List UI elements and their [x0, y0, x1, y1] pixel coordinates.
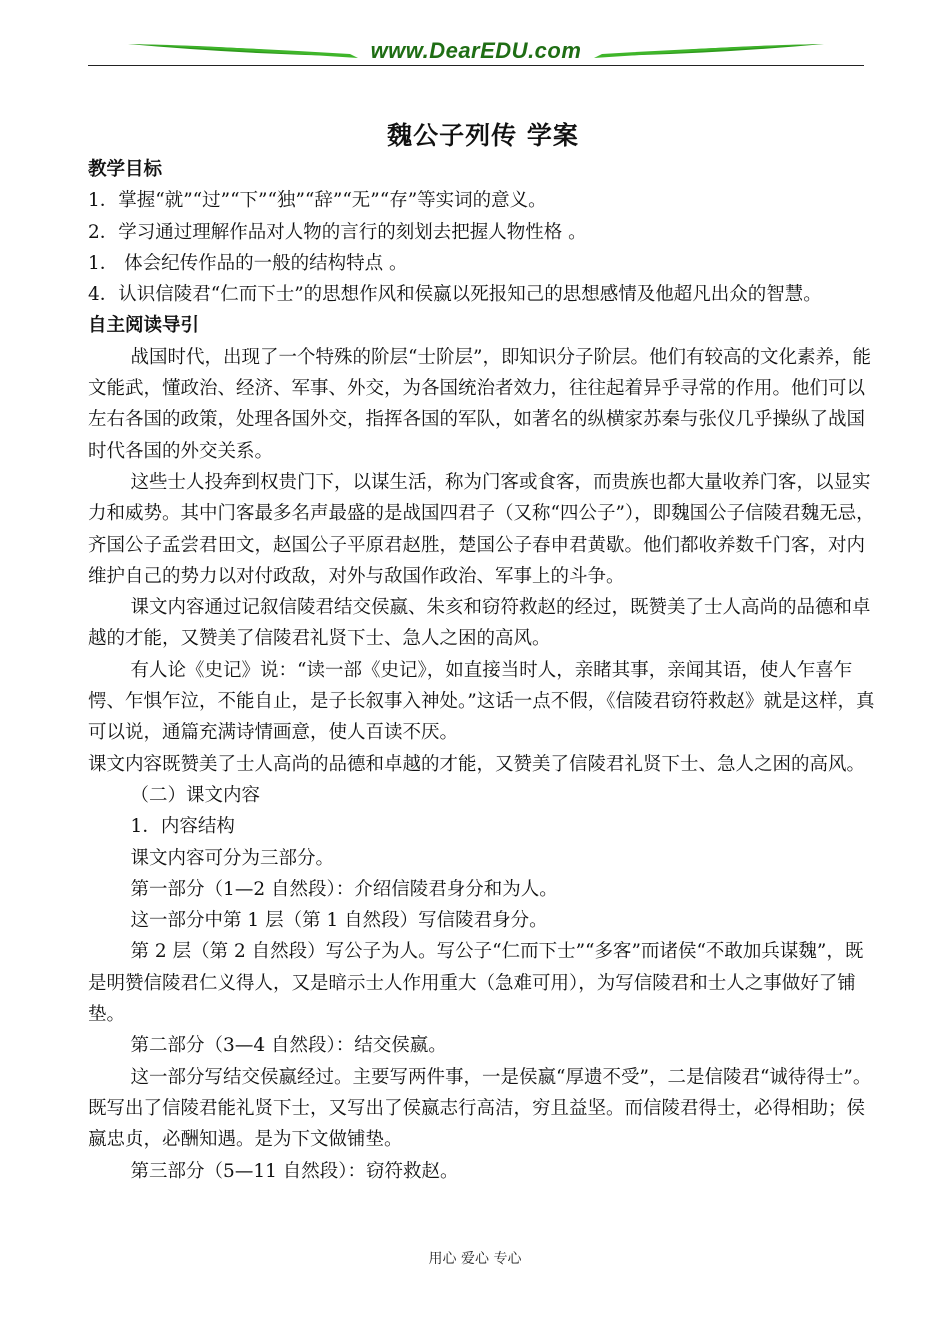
- body-paragraph: 课文内容通过记叙信陵君结交侯嬴、朱亥和窃符救赵的经过，既赞美了士人高尚的品德和卓越的才能，又赞美了信陵君礼贤下士、急人之困的高风。: [88, 597, 871, 650]
- structure-line: 这一部分写结交侯嬴经过。主要写两件事，一是侯嬴“厚遗不受”，二是信陵君“诚待得士”。既写出了信陵君能礼贤下士，又写出了侯嬴志行高洁，穷且益坚。而信陵君得士，必得相助；侯嬴忠贞，必酬知遇。是为下文做铺垫。: [88, 1066, 872, 1151]
- structure-line: 第 2 层（第 2 自然段）写公子为人。写公子“仁而下士”“多客”而诸侯“不敢加兵谋魏”，既是明赞信陵君仁义得人，又是暗示士人作用重大（急难可用），为写信陵君和士人之事做好了铺垫。: [88, 941, 864, 1026]
- body-paragraph: 有人论《史记》说：“读一部《史记》，如直接当时人，亲睹其事，亲闻其语，使人乍喜乍愕、乍惧乍泣，不能自止，是子长叙事入神处。”这话一点不假，《信陵君窃符救赵》就是这样，真可以说，通篇充满诗情画意，使人百读不厌。: [88, 659, 875, 744]
- goal-item: 1．掌握“就”“过”“下”“独”“辞”“无”“存”等实词的意义。: [88, 190, 547, 212]
- structure-line: 这一部分中第 1 层（第 1 自然段）写信陵君身分。: [130, 910, 548, 932]
- structure-heading: 1．内容结构: [130, 816, 235, 838]
- goal-item: 4．认识信陵君“仁而下士”的思想作风和侯嬴以死报知己的思想感情及他超凡出众的智慧。: [88, 284, 822, 306]
- document-title: 魏公子列传 学案: [387, 121, 579, 150]
- goal-item: 1． 体会纪传作品的一般的结构特点 。: [88, 252, 408, 274]
- subsection-heading: （二）课文内容: [130, 784, 261, 806]
- goals-heading: 教学目标: [88, 159, 163, 180]
- body-paragraph: 课文内容既赞美了士人高尚的品德和卓越的才能，又赞美了信陵君礼贤下士、急人之困的高风。: [88, 753, 866, 775]
- page-footer: 用心 爱心 专心: [428, 1251, 522, 1267]
- reading-heading: 自主阅读导引: [88, 315, 200, 337]
- goal-item: 2．学习通过理解作品对人物的言行的刻划去把握人物性格 。: [88, 221, 587, 243]
- structure-line: 第一部分（1—2 自然段）：介绍信陵君身分和为人。: [130, 878, 558, 900]
- document-body: [88, 118, 878, 1187]
- structure-line: 第二部分（3—4 自然段）：结交侯嬴。: [130, 1035, 447, 1057]
- structure-line: 课文内容可分为三部分。: [130, 847, 335, 869]
- body-paragraph: 战国时代，出现了一个特殊的阶层“士阶层”，即知识分子阶层。他们有较高的文化素养，能文能武，懂政治、经济、军事、外交，为各国统治者效力，往往起着异乎寻常的作用。他们可以左右各国的政策，处理各国外交，指挥各国的军队，如著名的纵横家苏秦与张仪几乎操纵了战国时代各国的外交关系。: [88, 346, 871, 462]
- structure-line: 第三部分（5—11 自然段）：窃符救赵。: [130, 1160, 459, 1182]
- site-logo-text[interactable]: www.DearEDU.com: [370, 38, 582, 63]
- header-divider: [88, 65, 864, 66]
- site-header: [88, 34, 864, 70]
- body-paragraph: 这些士人投奔到权贵门下，以谋生活，称为门客或食客，而贵族也都大量收养门客，以显实力和威势。其中门客最多名声最盛的是战国四君子（又称“四公子”），即魏国公子信陵君魏无忌，齐国公子孟尝君田文，赵国公子平原君赵胜，楚国公子春申君黄歇。他们都收养数千门客，对内维护自己的势力以对付政敌，对外与敌国作政治、军事上的斗争。: [88, 471, 875, 587]
